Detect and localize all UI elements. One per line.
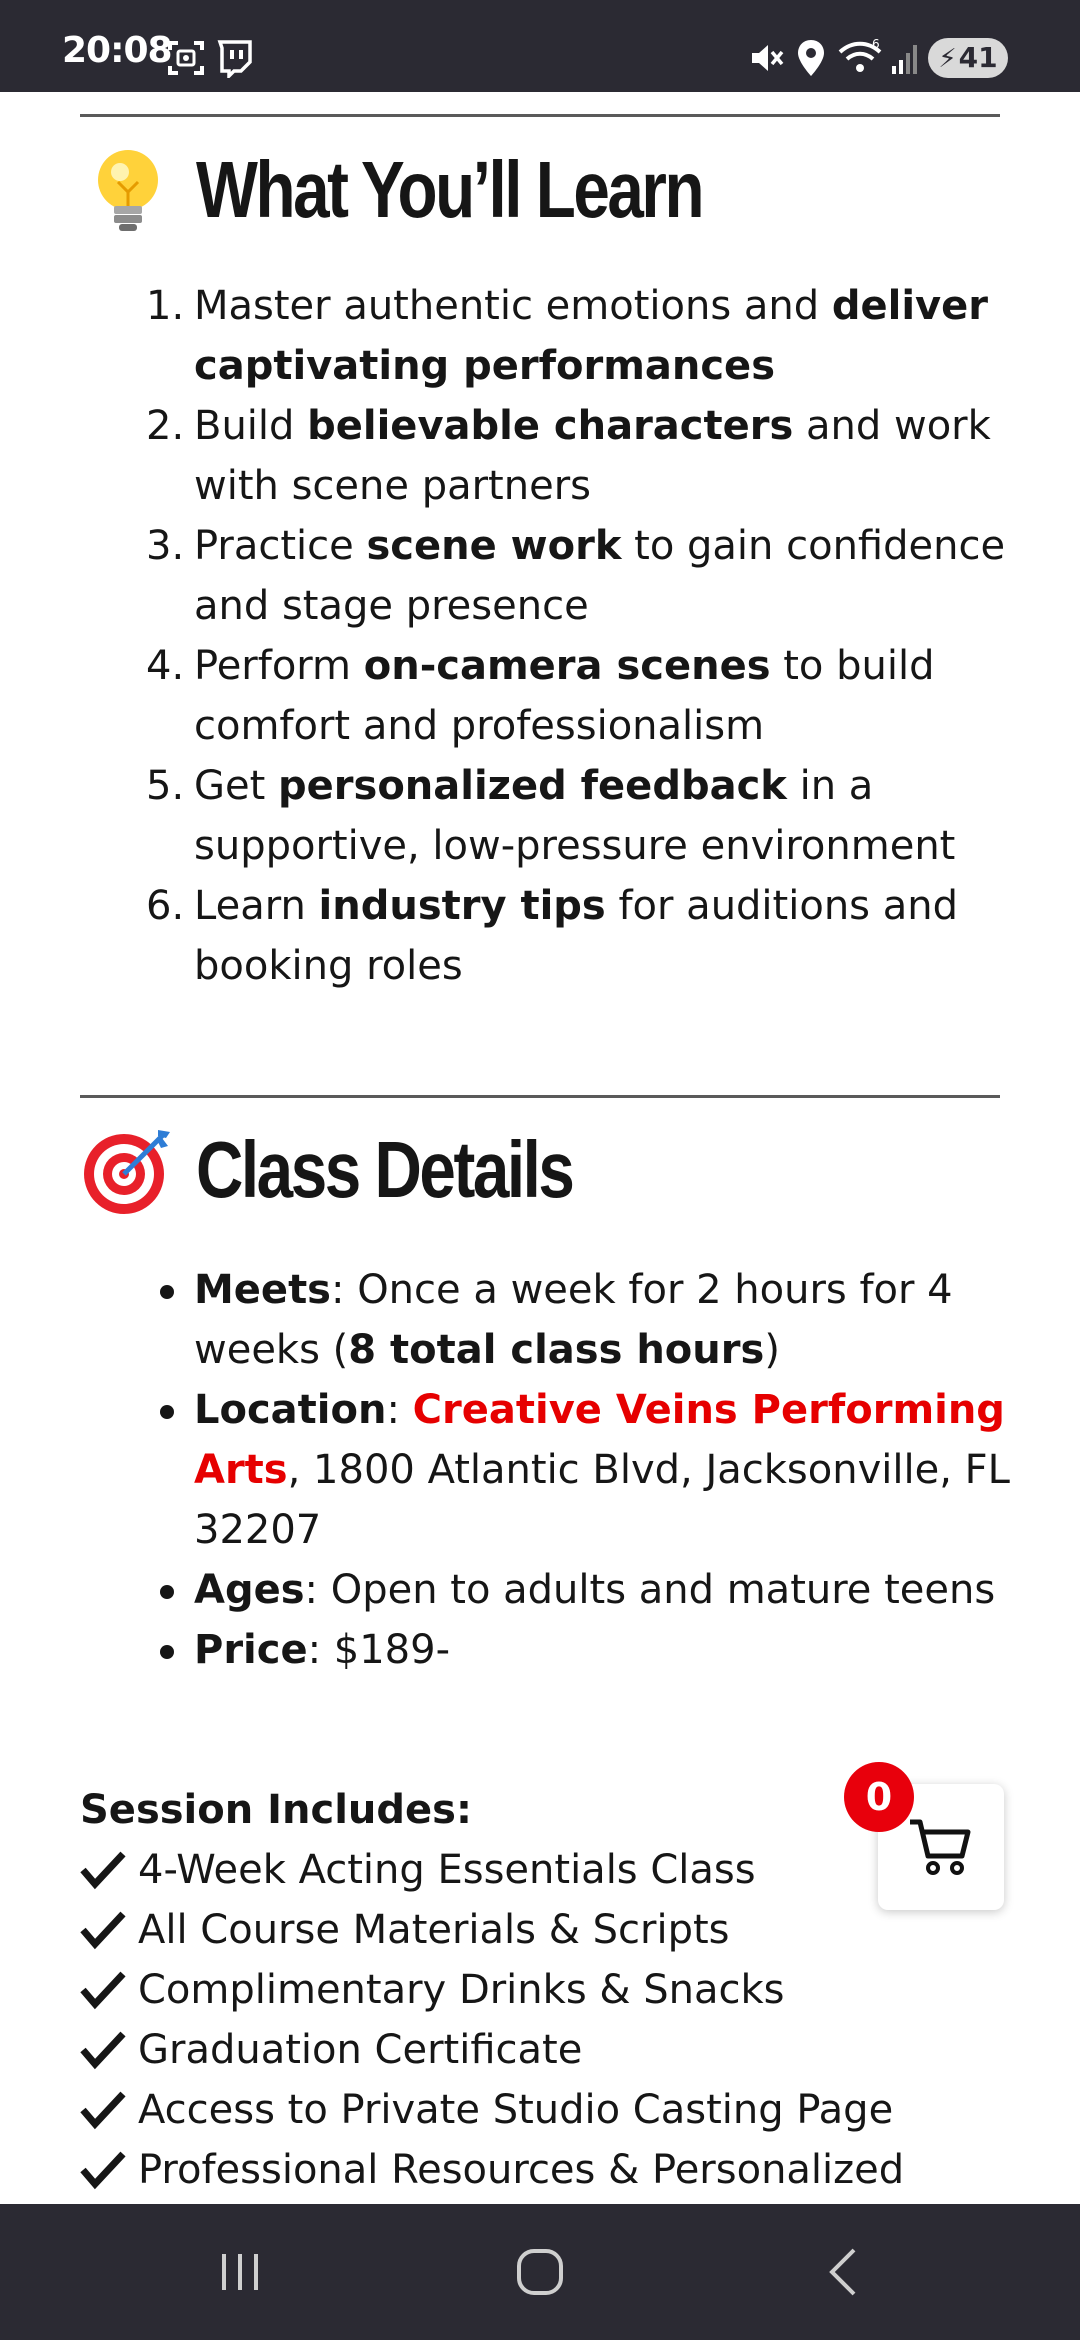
item-number: 2. xyxy=(146,403,185,449)
learn-list xyxy=(0,276,1080,996)
session-includes xyxy=(80,1780,1000,2200)
include-item xyxy=(80,1960,1000,2020)
detail-text: : Once a week for 2 hours for 4 weeks ( xyxy=(194,1267,953,1373)
check-icon xyxy=(80,1850,126,1890)
recents-icon[interactable] xyxy=(210,2244,270,2300)
status-time: 20:08 xyxy=(62,30,172,71)
check-icon xyxy=(80,2030,126,2070)
detail-text: : $189- xyxy=(307,1627,451,1673)
include-text: All Course Materials & Scripts xyxy=(138,1907,730,1953)
check-icon xyxy=(80,2150,126,2190)
charging-bolt-icon: ⚡ xyxy=(938,44,957,74)
section-divider xyxy=(80,1095,1000,1098)
venue-link[interactable]: Creative Veins Performing Arts xyxy=(194,1387,1005,1493)
include-text: Complimentary Drinks & Snacks xyxy=(138,1967,785,2013)
detail-label: Price xyxy=(194,1627,308,1673)
detail-text: : xyxy=(386,1387,413,1433)
item-number: 1. xyxy=(146,283,185,329)
item-highlight: scene work xyxy=(366,523,622,569)
includes-title: Session Includes: xyxy=(80,1787,472,1833)
item-number: 3. xyxy=(146,523,185,569)
home-icon[interactable] xyxy=(510,2244,570,2300)
bullet xyxy=(160,1585,174,1599)
detail-location xyxy=(0,1380,1080,1560)
learn-item xyxy=(0,396,1080,516)
learn-item xyxy=(0,876,1080,996)
item-text: to gain confidence and stage presence xyxy=(194,523,1006,629)
item-number: 6. xyxy=(146,883,185,929)
item-text: Learn xyxy=(194,883,319,929)
item-text: Perform xyxy=(194,643,364,689)
signal-icon xyxy=(890,40,920,76)
status-bar xyxy=(0,0,1080,92)
include-item xyxy=(80,2080,1000,2140)
lightbulb-icon xyxy=(80,142,176,238)
include-item xyxy=(80,1900,1000,1960)
item-highlight: believable characters xyxy=(307,403,794,449)
learn-item xyxy=(0,756,1080,876)
item-text: Master authentic emotions and xyxy=(194,283,832,329)
check-icon xyxy=(80,2090,126,2130)
navigation-bar xyxy=(0,2204,1080,2340)
include-text: Professional Resources & Personalized xyxy=(138,2147,905,2193)
include-item xyxy=(80,1840,1000,1900)
location-icon xyxy=(796,38,826,78)
item-highlight: deliver captivating performances xyxy=(194,283,988,389)
detail-highlight: 8 total class hours xyxy=(348,1327,765,1373)
cart-count-badge: 0 xyxy=(844,1762,914,1832)
detail-text: , 1800 Atlantic Blvd, Jacksonville, FL 32207 xyxy=(194,1447,1010,1553)
check-icon xyxy=(80,1970,126,2010)
item-highlight: on-camera scenes xyxy=(363,643,771,689)
item-number: 4. xyxy=(146,643,185,689)
mute-icon xyxy=(748,40,784,76)
item-text: and work with scene partners xyxy=(194,403,991,509)
item-text: to build comfort and professionalism xyxy=(194,643,935,749)
item-text: in a supportive, low-pressure environment xyxy=(194,763,956,869)
detail-text: : Open to adults and mature teens xyxy=(304,1567,996,1613)
twitch-icon xyxy=(214,38,254,78)
svg-text:6: 6 xyxy=(872,38,880,51)
detail-price xyxy=(0,1620,1080,1680)
bullet xyxy=(160,1645,174,1659)
detail-text: ) xyxy=(764,1327,780,1373)
section-divider xyxy=(80,114,1000,117)
learn-title: What You’ll Learn xyxy=(196,145,703,234)
wifi-icon xyxy=(838,38,882,78)
item-text: Build xyxy=(194,403,308,449)
battery-level: 41 xyxy=(958,41,998,74)
target-icon xyxy=(80,1122,176,1218)
learn-item xyxy=(0,516,1080,636)
learn-heading xyxy=(80,142,813,238)
learn-item xyxy=(0,636,1080,756)
detail-label: Ages xyxy=(194,1567,305,1613)
item-highlight: personalized feedback xyxy=(278,763,787,809)
include-text: 4-Week Acting Essentials Class xyxy=(138,1847,756,1893)
item-text: Get xyxy=(194,763,279,809)
details-list xyxy=(0,1260,1080,1680)
learn-item xyxy=(0,276,1080,396)
detail-label: Location xyxy=(194,1387,387,1433)
back-icon[interactable] xyxy=(814,2244,874,2300)
detail-meets xyxy=(0,1260,1080,1380)
detail-label: Meets xyxy=(194,1267,331,1313)
details-heading xyxy=(80,1122,655,1218)
cart-icon xyxy=(906,1812,976,1882)
item-number: 5. xyxy=(146,763,185,809)
details-title: Class Details xyxy=(196,1125,573,1214)
bullet xyxy=(160,1285,174,1299)
check-icon xyxy=(80,1910,126,1950)
include-item xyxy=(80,2020,1000,2080)
screenshot-icon xyxy=(166,38,206,78)
bullet xyxy=(160,1405,174,1419)
battery-icon xyxy=(928,38,1008,78)
include-text: Access to Private Studio Casting Page xyxy=(138,2087,894,2133)
item-text: for auditions and booking roles xyxy=(194,883,958,989)
detail-ages xyxy=(0,1560,1080,1620)
include-text: Graduation Certificate xyxy=(138,2027,583,2073)
item-highlight: industry tips xyxy=(318,883,606,929)
item-text: Practice xyxy=(194,523,367,569)
include-item xyxy=(80,2140,1000,2200)
